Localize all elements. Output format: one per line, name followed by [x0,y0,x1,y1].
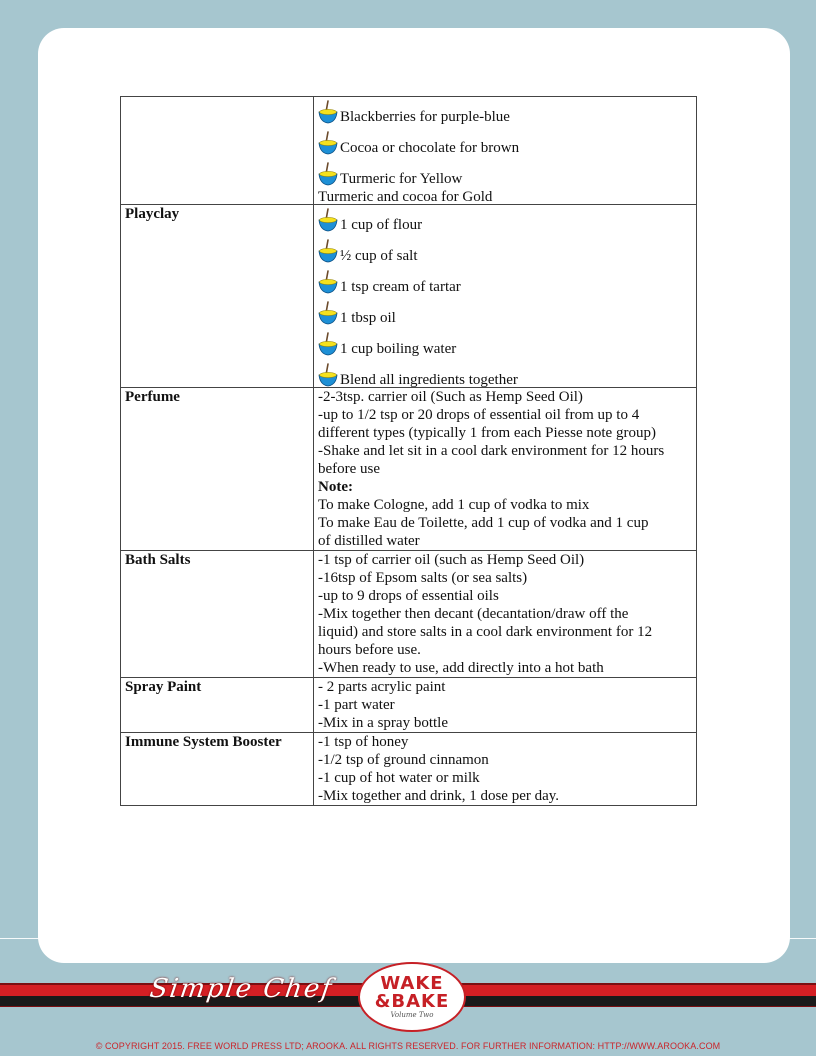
instruction-line: -Shake and let sit in a cool dark environment for 12 hours [318,443,665,459]
instruction-line: -1 tsp of carrier oil (such as Hemp Seed Oil) [318,552,585,568]
mixing-bowl-icon [318,363,338,387]
list-item-text: 1 cup of flour [340,217,423,233]
logo-wake: WAKE [380,973,444,994]
list-item-text: Turmeric for Yellow [340,171,463,187]
instruction-line: -Mix in a spray bottle [318,715,448,731]
list-item [318,124,692,155]
recipe-name: Playclay [121,205,314,388]
note-label: Note: [318,479,353,495]
list-item [318,186,692,204]
logo-volume: Volume Two [390,1011,434,1019]
divider-line [0,938,816,939]
instruction-line: To make Cologne, add 1 cup of vodka to mix [318,497,590,513]
list-item-text: 1 tsp cream of tartar [340,279,461,295]
mixing-bowl-icon [318,131,338,155]
recipe-instructions [314,733,697,806]
recipes-table [120,96,697,806]
recipe-name: Immune System Booster [121,733,314,806]
list-item [318,205,692,232]
table-row [121,97,697,205]
list-item [318,263,692,294]
instruction-line: -Mix together then decant (decantation/draw off the [318,606,629,622]
instruction-line: -up to 1/2 tsp or 20 drops of essential oil from up to 4 [318,407,640,423]
instruction-line: -2-3tsp. carrier oil (Such as Hemp Seed Oil) [318,389,583,405]
wake-bake-logo [358,962,466,1032]
instruction-line: -16tsp of Epsom salts (or sea salts) [318,570,528,586]
instruction-line: -Mix together and drink, 1 dose per day. [318,788,560,804]
table-row [121,678,697,733]
copyright-notice: © COPYRIGHT 2015. FREE WORLD PRESS LTD; AROOKA. ALL RIGHTS RESERVED. FOR FURTHER INFORMATION: HTTP://WWW.AROOKA.COM [95,1041,721,1051]
list-item-text: Blend all ingredients together [340,372,518,388]
recipe-instructions [314,678,697,733]
list-item [318,97,692,124]
instruction-line: -1/2 tsp of ground cinnamon [318,752,489,768]
list-item-text: 1 tbsp oil [340,310,396,326]
mixing-bowl-icon [318,239,338,263]
mixing-bowl-icon [318,162,338,186]
instruction-line: -1 cup of hot water or milk [318,770,480,786]
logo-bake: &BAKE [374,991,450,1012]
list-item [318,356,692,387]
recipe-name [121,97,314,205]
recipe-name: Bath Salts [121,551,314,678]
list-item-text: 1 cup boiling water [340,341,457,357]
list-item [318,325,692,356]
instruction-line: -up to 9 drops of essential oils [318,588,499,604]
list-item-text: Blackberries for purple-blue [340,109,510,125]
instruction-line: before use [318,461,381,477]
mixing-bowl-icon [318,270,338,294]
instruction-line: -1 part water [318,697,395,713]
list-item-text: Turmeric and cocoa for Gold [318,189,493,205]
instruction-line: To make Eau de Toilette, add 1 cup of vodka and 1 cup [318,515,649,531]
recipe-instructions [314,205,697,388]
list-item [318,155,692,186]
recipe-name: Spray Paint [121,678,314,733]
mixing-bowl-icon [318,208,338,232]
brand-simple-chef: Simple Chef [147,974,336,1004]
instruction-line: -1 tsp of honey [318,734,409,750]
instruction-line: different types (typically 1 from each Piesse note group) [318,425,656,441]
table-row [121,205,697,388]
instruction-line: hours before use. [318,642,421,658]
mixing-bowl-icon [318,301,338,325]
recipe-instructions [314,97,697,205]
instruction-line: liquid) and store salts in a cool dark environment for 12 [318,624,653,640]
table-row [121,551,697,678]
list-item-text: ½ cup of salt [340,248,418,264]
instruction-line: - 2 parts acrylic paint [318,679,446,695]
table-row [121,388,697,551]
mixing-bowl-icon [318,100,338,124]
list-item [318,232,692,263]
instruction-line: of distilled water [318,533,420,549]
list-item-text: Cocoa or chocolate for brown [340,140,520,156]
recipe-name: Perfume [121,388,314,551]
list-item [318,294,692,325]
mixing-bowl-icon [318,332,338,356]
table-row [121,733,697,806]
recipe-instructions [314,388,697,551]
recipe-instructions [314,551,697,678]
instruction-line: -When ready to use, add directly into a hot bath [318,660,604,676]
